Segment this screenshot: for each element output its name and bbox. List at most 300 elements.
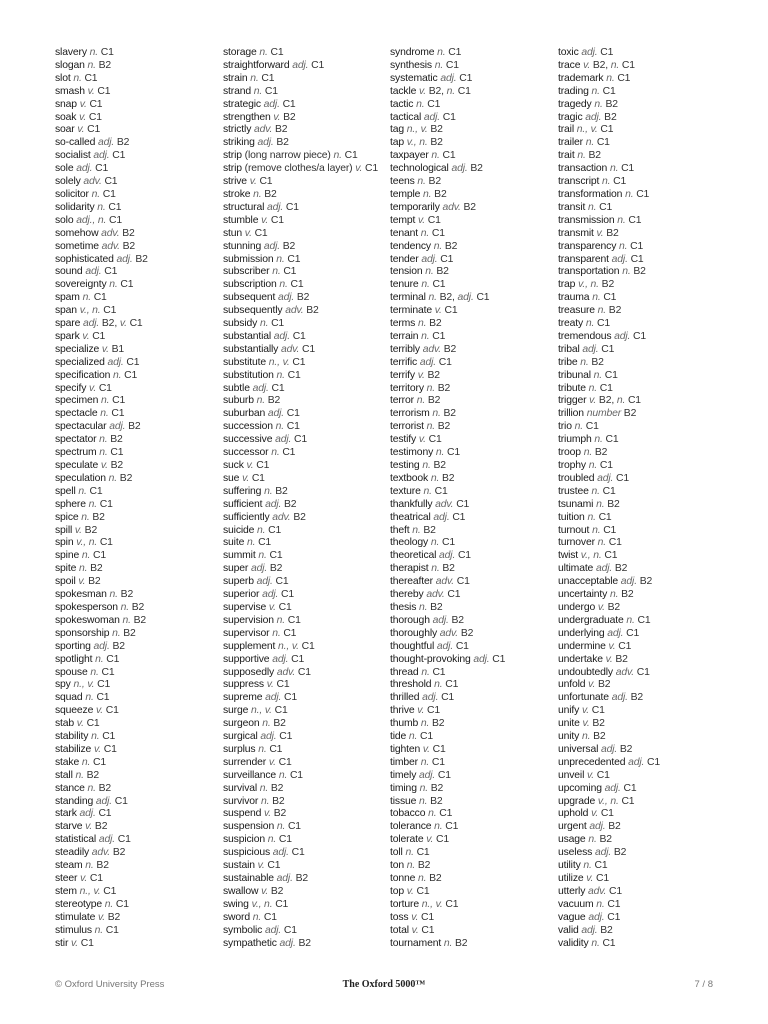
headword: successor xyxy=(223,447,269,459)
cefr-level: C1 xyxy=(275,898,289,910)
part-of-speech: adj. xyxy=(628,756,645,768)
word-column-2 xyxy=(223,47,391,950)
cefr-level: C1 xyxy=(270,214,284,226)
word-entry xyxy=(223,73,391,86)
word-entry xyxy=(223,537,391,550)
cefr-level: B2, xyxy=(439,292,455,304)
word-entry xyxy=(223,692,391,705)
sense-note: (long narrow piece) xyxy=(244,150,331,162)
part-of-speech: n. xyxy=(419,782,428,794)
part-of-speech: n. xyxy=(422,460,431,471)
cefr-level: B2 xyxy=(436,266,449,278)
headword: super xyxy=(223,563,249,575)
part-of-speech: n. xyxy=(258,550,267,562)
word-entry xyxy=(55,395,223,408)
part-of-speech: n. xyxy=(585,137,595,149)
word-entry xyxy=(558,602,726,615)
part-of-speech: n. xyxy=(431,150,440,162)
part-of-speech: v. xyxy=(418,214,426,226)
cefr-level: B2 xyxy=(444,240,458,252)
part-of-speech: n. xyxy=(594,98,603,110)
headword: theology xyxy=(390,537,429,549)
headword: transcript xyxy=(558,176,600,188)
cefr-level: C1 xyxy=(445,59,459,71)
headword: stun xyxy=(223,227,243,239)
headword: stabilize xyxy=(55,743,92,755)
part-of-speech: n. xyxy=(435,447,445,459)
word-entry xyxy=(558,705,726,718)
headword: surrender xyxy=(223,756,267,768)
word-entry xyxy=(223,473,391,486)
cefr-level: C1 xyxy=(447,589,461,601)
cefr-level: C1 xyxy=(112,150,126,162)
part-of-speech: adj. xyxy=(98,834,115,846)
headword: span xyxy=(55,305,77,317)
part-of-speech: n. xyxy=(432,408,441,420)
word-entry xyxy=(390,254,558,267)
cefr-level: C1 xyxy=(279,731,293,743)
cefr-level: C1 xyxy=(608,537,622,549)
headword: textbook xyxy=(390,472,429,484)
word-entry xyxy=(390,447,558,460)
part-of-speech: v., n. xyxy=(76,537,98,549)
headword: successive xyxy=(223,434,273,446)
headword: subtle xyxy=(223,382,250,394)
cefr-level: C1 xyxy=(105,924,119,936)
word-entry xyxy=(223,150,391,163)
headword: theatrical xyxy=(390,511,431,523)
part-of-speech: v. xyxy=(596,227,604,239)
part-of-speech: n., v. xyxy=(576,124,598,136)
word-entry xyxy=(390,938,558,951)
cefr-level: C1 xyxy=(427,705,441,717)
part-of-speech: n. xyxy=(264,485,273,497)
cefr-level: C1 xyxy=(269,550,283,562)
headword: subscription xyxy=(223,279,277,291)
part-of-speech: adv. xyxy=(435,576,455,588)
word-entry xyxy=(223,886,391,899)
cefr-level: C1 xyxy=(254,227,268,239)
headword: tragic xyxy=(558,111,583,123)
part-of-speech: adj. xyxy=(451,163,468,175)
word-entry xyxy=(558,189,726,202)
cefr-level: B2 xyxy=(272,795,285,807)
word-entry xyxy=(390,692,558,705)
part-of-speech: v. xyxy=(96,705,104,717)
headword: spectrum xyxy=(55,447,97,459)
cefr-level: C1 xyxy=(283,266,297,278)
part-of-speech: v. xyxy=(268,756,276,768)
cefr-level: C1 xyxy=(616,472,629,484)
part-of-speech: n. xyxy=(592,524,601,536)
cefr-level: C1 xyxy=(120,279,134,291)
cefr-level: C1 xyxy=(286,421,300,433)
word-entry xyxy=(223,99,391,112)
word-entry xyxy=(390,370,558,383)
headword: turnover xyxy=(558,537,595,549)
cefr-level: C1 xyxy=(101,666,115,678)
cefr-level: B2 xyxy=(601,279,615,291)
headword: stab xyxy=(55,718,75,730)
part-of-speech: v., n. xyxy=(580,550,602,562)
part-of-speech: n. xyxy=(585,318,595,330)
word-entry xyxy=(55,305,223,318)
headword: tonne xyxy=(390,873,416,884)
headword: sponsorship xyxy=(55,627,110,639)
part-of-speech: n. xyxy=(91,731,100,743)
headword: timber xyxy=(390,756,418,768)
word-entry xyxy=(55,254,223,267)
headword: troubled xyxy=(558,472,595,484)
part-of-speech: n. xyxy=(256,395,265,407)
cefr-level: C1 xyxy=(104,176,118,188)
part-of-speech: adj. xyxy=(252,382,269,394)
word-entry xyxy=(223,176,391,189)
word-entry xyxy=(55,731,223,744)
word-entry xyxy=(223,718,391,731)
part-of-speech: n. xyxy=(259,782,269,794)
cefr-level: C1 xyxy=(104,266,118,278)
cefr-level: C1 xyxy=(431,756,445,768)
word-entry xyxy=(390,757,558,770)
word-entry xyxy=(558,525,726,538)
part-of-speech: adj. xyxy=(263,98,280,110)
word-entry xyxy=(55,241,223,254)
cefr-level: C1 xyxy=(282,447,296,459)
word-entry xyxy=(390,512,558,525)
headword: solidarity xyxy=(55,201,95,213)
cefr-level: C1 xyxy=(293,434,307,446)
word-entry xyxy=(390,150,558,163)
cefr-level: C1 xyxy=(609,885,623,897)
part-of-speech: v. xyxy=(249,176,257,188)
cefr-level: C1 xyxy=(111,408,125,420)
headword: triumph xyxy=(558,434,592,446)
headword: suspicion xyxy=(223,834,265,846)
part-of-speech: adj. xyxy=(265,498,282,510)
part-of-speech: v. xyxy=(79,111,87,123)
cefr-level: C1 xyxy=(427,98,441,110)
part-of-speech: v. xyxy=(434,305,442,317)
part-of-speech: adj. xyxy=(422,692,439,704)
cefr-level: C1 xyxy=(599,382,613,394)
part-of-speech: n. xyxy=(593,369,603,381)
cefr-level: C1 xyxy=(270,47,284,58)
copyright-notice: © Oxford University Press xyxy=(55,979,165,990)
cefr-level: C1 xyxy=(97,679,111,691)
cefr-level: B2 xyxy=(86,769,100,781)
part-of-speech: n. xyxy=(594,434,603,446)
part-of-speech: n. xyxy=(592,292,601,304)
cefr-level: C1 xyxy=(278,756,292,768)
word-entry xyxy=(558,99,726,112)
headword: spectator xyxy=(55,434,97,446)
part-of-speech: n. xyxy=(272,627,281,639)
headword: upcoming xyxy=(558,782,602,794)
word-entry xyxy=(223,383,391,396)
word-entry xyxy=(390,279,558,292)
headword: substantially xyxy=(223,343,279,355)
word-entry xyxy=(390,912,558,925)
cefr-level: B2 xyxy=(110,434,123,446)
word-entry xyxy=(390,292,558,305)
part-of-speech: adj. xyxy=(267,408,285,420)
part-of-speech: adv. xyxy=(435,498,454,510)
word-entry xyxy=(55,47,223,60)
headword: speculation xyxy=(55,472,106,484)
word-entry xyxy=(558,112,726,125)
headword: surgical xyxy=(223,731,258,743)
headword: stunning xyxy=(223,240,262,252)
headword: sporting xyxy=(55,640,91,652)
word-entry xyxy=(390,654,558,667)
part-of-speech: adj. xyxy=(251,563,268,575)
part-of-speech: adj. xyxy=(256,576,273,588)
part-of-speech: n. xyxy=(591,85,600,97)
part-of-speech: n. xyxy=(601,176,611,188)
headword: strand xyxy=(223,85,251,97)
cefr-level: C1 xyxy=(596,318,610,330)
word-entry xyxy=(223,344,391,357)
cefr-level: C1 xyxy=(284,692,298,704)
cefr-level: B2 xyxy=(430,782,444,794)
cefr-level: B2 xyxy=(417,860,431,872)
headword: spite xyxy=(55,563,77,575)
word-entry xyxy=(390,589,558,602)
part-of-speech: n. xyxy=(279,279,288,291)
part-of-speech: n. xyxy=(109,589,118,601)
part-of-speech: adj. xyxy=(260,731,277,743)
headword: tissue xyxy=(390,795,417,807)
cefr-level: C1 xyxy=(637,614,651,626)
headword: terms xyxy=(390,318,416,330)
part-of-speech: n. xyxy=(81,550,91,562)
part-of-speech: n. xyxy=(581,731,591,743)
headword: transparent xyxy=(558,253,609,265)
cefr-level: B2, xyxy=(598,395,615,407)
part-of-speech: n. xyxy=(275,421,285,433)
headword: subsequently xyxy=(223,305,283,317)
word-entry xyxy=(390,60,558,73)
headword: trace xyxy=(558,59,581,71)
headword: undergo xyxy=(558,601,596,613)
word-entry xyxy=(55,692,223,705)
word-entry xyxy=(558,834,726,847)
word-entry xyxy=(55,641,223,654)
word-entry xyxy=(390,808,558,821)
word-entry xyxy=(55,499,223,512)
part-of-speech: n., v. xyxy=(251,705,272,717)
part-of-speech: n. xyxy=(82,292,91,304)
word-entry xyxy=(558,512,726,525)
cefr-level: B2 xyxy=(120,589,134,601)
part-of-speech: adj. xyxy=(109,421,126,433)
part-of-speech: adv. xyxy=(272,511,291,523)
word-entry xyxy=(55,576,223,589)
word-entry xyxy=(55,808,223,821)
headword: spine xyxy=(55,550,80,562)
word-entry xyxy=(223,318,391,331)
word-entry xyxy=(223,860,391,873)
cefr-level: B2 xyxy=(607,601,621,613)
part-of-speech: adj. xyxy=(439,550,456,562)
cefr-level: B2 xyxy=(112,847,126,859)
headword: supplement xyxy=(223,640,276,652)
word-entry xyxy=(55,628,223,641)
cefr-level: B2 xyxy=(90,563,103,575)
cefr-level: C1 xyxy=(636,188,650,200)
cefr-level: C1 xyxy=(448,47,462,58)
cefr-level: C1 xyxy=(601,343,615,355)
part-of-speech: adj. xyxy=(257,137,274,149)
part-of-speech: n. xyxy=(252,911,262,923)
cefr-level: C1 xyxy=(434,485,448,497)
part-of-speech: n. xyxy=(597,537,607,549)
cefr-level: B2 xyxy=(429,873,442,884)
headword: treaty xyxy=(558,318,584,330)
headword: stall xyxy=(55,769,73,781)
cefr-level: C1 xyxy=(445,898,459,910)
headword: transmission xyxy=(558,214,615,226)
word-column-3 xyxy=(390,47,558,950)
word-entry xyxy=(390,383,558,396)
word-entry xyxy=(223,512,391,525)
cefr-level: C1 xyxy=(105,705,119,717)
part-of-speech: v., n. xyxy=(406,137,428,149)
part-of-speech: adj. xyxy=(473,653,490,665)
cefr-level: C1 xyxy=(87,124,101,136)
cefr-level: C1 xyxy=(115,898,129,910)
word-entry xyxy=(558,821,726,834)
headword: superb xyxy=(223,576,254,588)
word-entry xyxy=(55,705,223,718)
cefr-level: C1 xyxy=(459,72,473,84)
cefr-level: C1 xyxy=(441,537,455,549)
cefr-level: B2 xyxy=(591,356,604,368)
word-entry xyxy=(223,60,391,73)
cefr-level: C1 xyxy=(455,640,469,652)
part-of-speech: n. xyxy=(626,614,635,626)
part-of-speech: n. xyxy=(94,924,104,936)
word-entry xyxy=(390,215,558,228)
part-of-speech: v., n. xyxy=(251,898,273,910)
word-entry xyxy=(55,292,223,305)
headword: turnout xyxy=(558,524,590,536)
cefr-level: C1 xyxy=(596,137,610,149)
cefr-level: B2 xyxy=(128,421,141,433)
cefr-level: C1 xyxy=(428,434,442,446)
part-of-speech: adv. xyxy=(101,240,120,252)
cefr-level: C1 xyxy=(621,795,635,807)
part-of-speech: n. xyxy=(85,860,94,872)
cefr-level: B2 xyxy=(131,601,145,613)
word-entry xyxy=(558,912,726,925)
word-entry xyxy=(223,808,391,821)
part-of-speech: n. xyxy=(112,627,121,639)
cefr-level: C1 xyxy=(457,85,471,97)
part-of-speech: adv. xyxy=(422,343,442,355)
part-of-speech: n. xyxy=(426,382,435,394)
cefr-level: C1 xyxy=(442,150,456,162)
part-of-speech: n. xyxy=(250,72,259,84)
word-entry xyxy=(55,886,223,899)
headword: supportive xyxy=(223,653,270,665)
cefr-level: B2 xyxy=(267,395,281,407)
headword: tap xyxy=(390,137,404,149)
headword: spokesman xyxy=(55,589,107,601)
cefr-level: B2 xyxy=(442,563,455,575)
part-of-speech: n. xyxy=(446,85,456,97)
headword: soak xyxy=(55,111,77,123)
word-entry xyxy=(390,124,558,137)
headword: tremendous xyxy=(558,330,612,342)
part-of-speech: adj. xyxy=(97,137,115,149)
part-of-speech: n. xyxy=(276,369,285,381)
word-entry xyxy=(55,447,223,460)
word-entry xyxy=(223,47,391,60)
word-entry xyxy=(55,486,223,499)
cefr-level: C1 xyxy=(432,279,446,291)
part-of-speech: adj. xyxy=(423,111,441,123)
cefr-level: C1 xyxy=(596,873,610,884)
part-of-speech: n., v. xyxy=(268,356,290,368)
cefr-level: B2 xyxy=(600,924,613,936)
part-of-speech: v. xyxy=(101,343,109,355)
part-of-speech: adj. xyxy=(116,253,133,265)
cefr-level: B2 xyxy=(273,718,286,730)
part-of-speech: n. xyxy=(430,472,440,484)
word-entry xyxy=(390,305,558,318)
cefr-level: C1 xyxy=(600,47,614,58)
part-of-speech: adj. xyxy=(589,821,606,833)
part-of-speech: v. xyxy=(417,705,425,717)
cefr-level: C1 xyxy=(276,679,290,691)
word-entry xyxy=(223,925,391,938)
part-of-speech: adj. xyxy=(272,653,289,665)
headword: suck xyxy=(223,460,244,471)
part-of-speech: n. xyxy=(262,718,271,730)
part-of-speech: n. xyxy=(87,59,96,71)
part-of-speech: v. xyxy=(257,860,265,872)
cefr-level: B2 xyxy=(432,718,445,730)
word-entry xyxy=(55,176,223,189)
word-entry xyxy=(390,266,558,279)
part-of-speech: adv. xyxy=(442,201,461,213)
word-entry xyxy=(390,163,558,176)
word-entry xyxy=(223,641,391,654)
headword: tendency xyxy=(390,240,431,252)
part-of-speech: v. xyxy=(79,98,87,110)
part-of-speech: n. xyxy=(574,421,583,433)
part-of-speech: adj. xyxy=(585,111,602,123)
word-entry xyxy=(558,641,726,654)
headword: stimulate xyxy=(55,911,96,923)
headword: undertake xyxy=(558,653,603,665)
word-entry xyxy=(558,266,726,279)
headword: transportation xyxy=(558,266,620,278)
headword: spokeswoman xyxy=(55,614,120,626)
headword: threshold xyxy=(390,679,432,691)
word-entry xyxy=(223,408,391,421)
cefr-level: B2 xyxy=(460,627,474,639)
word-entry xyxy=(223,370,391,383)
word-entry xyxy=(223,834,391,847)
cefr-level: C1 xyxy=(114,795,128,807)
part-of-speech: adv. xyxy=(83,176,102,188)
word-entry xyxy=(390,73,558,86)
cefr-level: B2 xyxy=(633,266,646,278)
part-of-speech: adj. xyxy=(276,873,293,884)
